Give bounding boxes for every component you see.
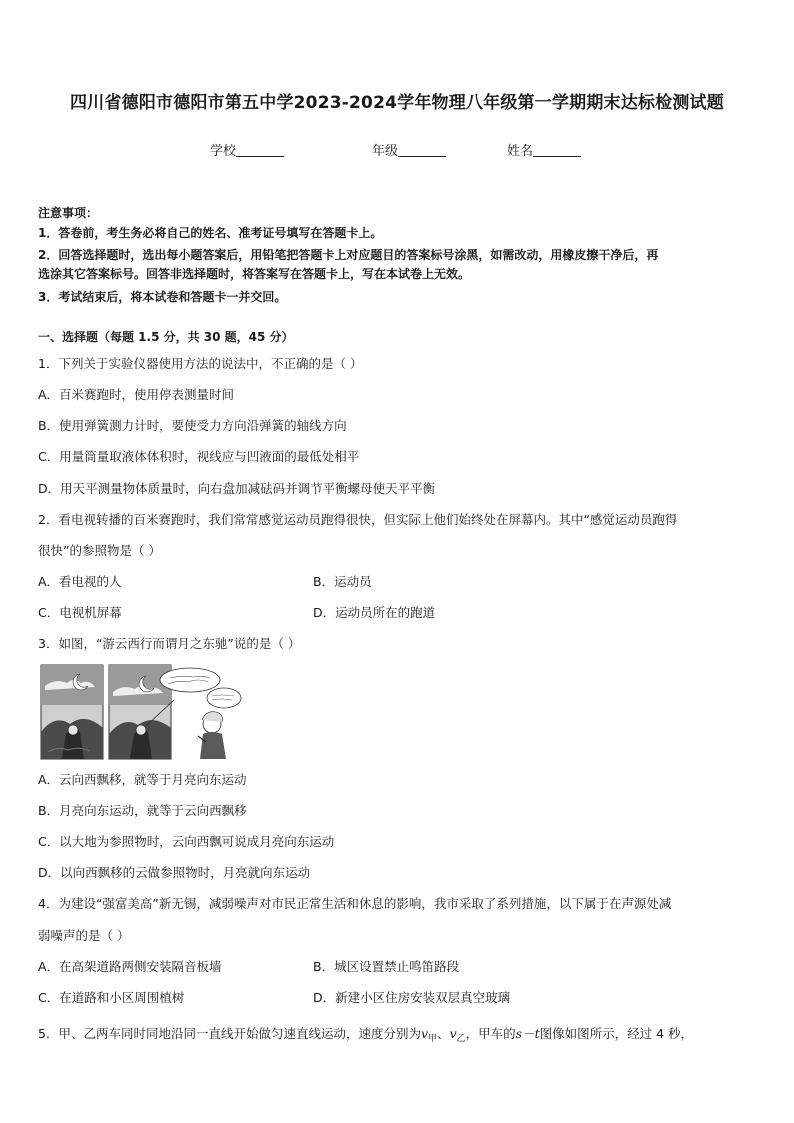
notice-item-2a: 2．回答选择题时，选出每小题答案后，用铅笔把答题卡上对应题目的答案标号涂黑，如需改动，用橡皮擦干净后，再	[38, 248, 659, 262]
q4-option-a: A．在高架道路两侧安装隔音板墙	[38, 959, 222, 974]
school-blank[interactable]	[236, 142, 284, 157]
q2-option-c: C．电视机屏幕	[38, 605, 122, 620]
q3-option-d: D．以向西飘移的云做参照物时，月亮就向东运动	[38, 865, 311, 880]
q4-stem-line1: 4．为建设“强富美高”新无锡，减弱噪声对市民正常生活和休息的影响，我市采取了系列措施，以下属于在声源处减	[38, 896, 672, 911]
grade-field	[372, 140, 446, 159]
q3-option-a: A．云向西飘移，就等于月亮向东运动	[38, 772, 247, 787]
q5-sub-yi: 乙	[456, 1034, 466, 1044]
name-label: 姓名	[507, 144, 534, 159]
school-field	[210, 140, 284, 159]
q3-option-c: C．以大地为参照物时，云向西飘可说成月亮向东运动	[38, 834, 335, 849]
cartoon-panel-1	[41, 665, 103, 759]
grade-blank[interactable]	[398, 142, 446, 157]
q4-option-c: C．在道路和小区周围植树	[38, 990, 185, 1005]
name-blank[interactable]	[533, 142, 581, 157]
speech-bubble-2	[207, 688, 241, 708]
q5-v-yi: v	[449, 1026, 457, 1041]
q1-option-a: A．百米赛跑时，使用停表测量时间	[38, 387, 235, 402]
q2-option-d: D．运动员所在的跑道	[313, 605, 436, 620]
q5-stem	[38, 1024, 693, 1044]
q5-text-1: 5．甲、乙两车同时同地沿同一直线开始做匀速直线运动，速度分别为	[38, 1026, 421, 1041]
q5-text-2: ，甲车的	[465, 1026, 516, 1041]
q3-cartoon-image	[40, 662, 242, 762]
notice-item-3: 3．考试结束后，将本试卷和答题卡一并交回。	[38, 290, 287, 304]
cartoon-figure	[198, 712, 226, 759]
speech-bubble-1	[160, 668, 220, 692]
q4-stem-line2: 弱噪声的是（ ）	[38, 928, 130, 943]
q3-option-b: B．月亮向东运动，就等于云向西飘移	[38, 803, 247, 818]
q1-stem: 1．下列关于实验仪器使用方法的说法中，不正确的是（ ）	[38, 356, 363, 371]
q5-sep: 、	[437, 1026, 450, 1041]
q4-option-b: B．城区设置禁止鸣笛路段	[313, 959, 460, 974]
q5-v-jia: v	[420, 1026, 429, 1041]
q2-stem-line2: 很快”的参照物是（ ）	[38, 543, 161, 558]
q1-option-d: D．用天平测量物体质量时，向右盘加减砝码并调节平衡螺母使天平平衡	[38, 481, 436, 496]
q1-option-b: B．使用弹簧测力计时，要使受力方向沿弹簧的轴线方向	[38, 418, 347, 433]
q5-st-symbol: s－t	[515, 1026, 540, 1041]
q2-option-a: A．看电视的人	[38, 574, 122, 589]
grade-label: 年级	[372, 144, 399, 159]
q2-stem-line1: 2．看电视转播的百米赛跑时，我们常常感觉运动员跑得很快，但实际上他们始终处在屏幕内。其中“感觉运动员跑得	[38, 512, 678, 527]
notice-item-1: 1．答卷前，考生务必将自己的姓名、准考证号填写在答题卡上。	[38, 226, 383, 240]
exam-title: 四川省德阳市德阳市第五中学2023-2024学年物理八年级第一学期期末达标检测试题	[70, 93, 724, 113]
school-label: 学校	[210, 144, 237, 159]
q5-sub-jia: 甲	[428, 1034, 438, 1044]
q1-option-c: C．用量筒量取液体体积时，视线应与凹液面的最低处相平	[38, 449, 360, 464]
q4-option-d: D．新建小区住房安装双层真空玻璃	[313, 990, 511, 1005]
q3-stem: 3．如图，“游云西行而谓月之东驰”说的是（ ）	[38, 636, 301, 651]
notice-item-2b: 选涂其它答案标号。回答非选择题时，将答案写在答题卡上，写在本试卷上无效。	[38, 267, 471, 281]
q5-text-3: 图像如图所示，经过 4 秒，	[539, 1026, 694, 1041]
notice-heading: 注意事项：	[38, 206, 99, 220]
name-field	[507, 140, 581, 159]
q2-option-b: B．运动员	[313, 574, 372, 589]
section-heading: 一、选择题（每题 1.5 分，共 30 题，45 分）	[38, 330, 294, 344]
